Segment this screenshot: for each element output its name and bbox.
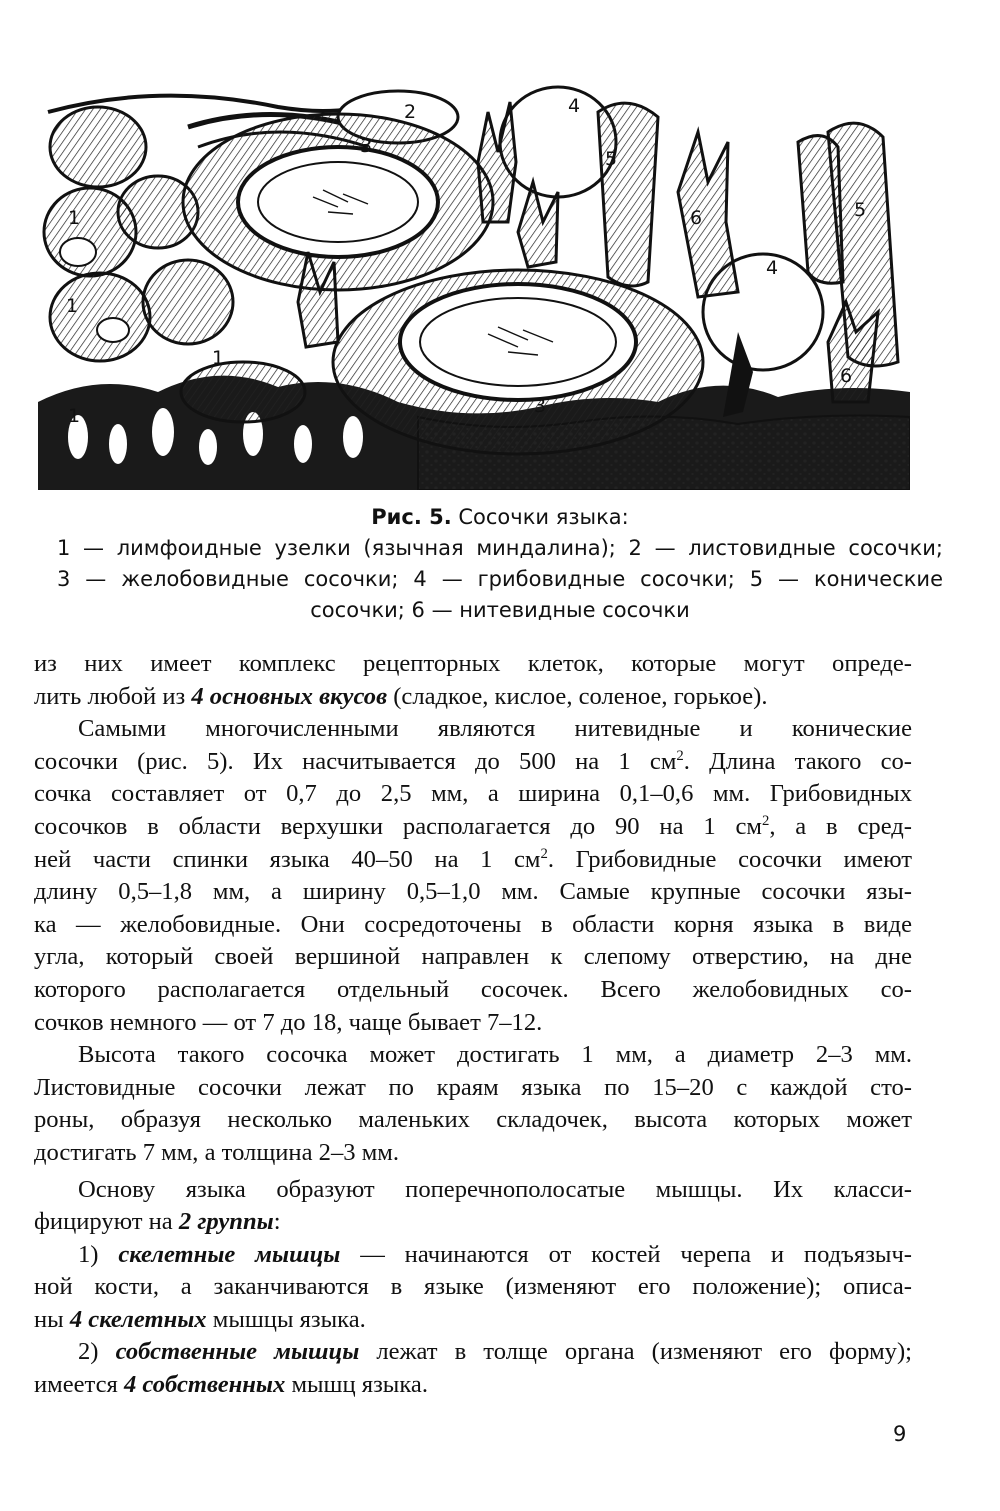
text-line: угла, который своей вершиной направлен к слепому отверстию, на дне	[34, 943, 912, 971]
emphasis: 4 собственных	[123, 1371, 286, 1399]
text-run: (сладкое, кислое, соленое, горькое).	[387, 682, 768, 710]
page-number: 9	[893, 1422, 907, 1446]
caption-line: 3 — желобовидные сосочки; 4 — грибовидные сосочки; 5 — конические	[57, 567, 943, 591]
text-line: ка — желобовидные. Они сосредоточены в области корня языка в виде	[34, 910, 912, 938]
text-line	[34, 1206, 912, 1239]
text-line	[34, 811, 912, 844]
text-run: мышц языка.	[285, 1371, 428, 1399]
emphasis: 2 группы	[178, 1208, 274, 1236]
text-line	[34, 1336, 912, 1369]
text-run: лежат в толще органа (изменяют его форму);	[359, 1338, 912, 1366]
label-5a: 5	[604, 148, 618, 170]
text-run: , а в сред-	[769, 812, 912, 840]
text-line: которого располагается отдельный сосочек. Всего желобовидных со-	[34, 975, 912, 1003]
text-line: Высота такого сосочка может достигать 1 мм, а диаметр 2–3 мм.	[78, 1041, 912, 1069]
caption-figure-number: Рис. 5.	[371, 505, 452, 529]
tongue-papillae-figure	[38, 72, 910, 490]
text-line: Листовидные сосочки лежат по краям языка по 15–20 с каждой сто-	[34, 1073, 912, 1101]
text-run: сосочков в области верхушки располагается до 90 на 1 см	[34, 812, 762, 840]
label-2: 2	[403, 101, 417, 123]
text-run: фицируют на	[34, 1208, 179, 1236]
text-run: сосочки (рис. 5). Их насчитывается до 500 на 1 см	[34, 747, 677, 775]
caption-figure-title: Сосочки языка:	[451, 505, 629, 529]
text-line: сочков немного — от 7 до 18, чаще бывает 7–12.	[34, 1008, 543, 1036]
text-line	[34, 1304, 912, 1337]
text-run: ней части спинки языка 40–50 на 1 см	[34, 845, 541, 873]
label-5b: 5	[853, 199, 867, 221]
superscript: 2	[761, 812, 770, 829]
text-line: достигать 7 мм, а толщина 2–3 мм.	[34, 1138, 399, 1166]
emphasis: 4 основных вкусов	[191, 682, 388, 710]
text-line: сочка составляет от 0,7 до 2,5 мм, а ширина 0,1–0,6 мм. Грибовидных	[34, 780, 912, 808]
label-6a: 6	[689, 207, 703, 229]
text-line	[34, 746, 912, 779]
text-run: 1)	[78, 1240, 119, 1268]
text-run: 2)	[78, 1338, 116, 1366]
text-line: Самыми многочисленными являются нитевидные и конические	[78, 715, 912, 743]
label-6b: 6	[839, 365, 853, 387]
superscript: 2	[540, 845, 548, 862]
text-run: лить любой из	[34, 682, 192, 710]
superscript: 2	[676, 747, 684, 764]
text-line	[34, 681, 912, 714]
text-run: ны	[34, 1305, 70, 1333]
label-1d: 1	[67, 405, 81, 427]
emphasis: 4 скелетных	[69, 1305, 207, 1333]
body-text	[34, 648, 912, 1402]
label-1c: 1	[211, 347, 225, 369]
emphasis: скелетные мышцы	[118, 1240, 341, 1268]
text-line: длину 0,5–1,8 мм, а ширину 0,5–1,0 мм. Самые крупные сосочки язы-	[34, 878, 912, 906]
text-line	[34, 1369, 912, 1402]
text-run: . Грибовидные сосочки имеют	[547, 845, 912, 873]
text-line	[34, 844, 912, 877]
label-3a: 3	[359, 135, 373, 157]
text-line: роны, образуя несколько маленьких складочек, высота которых может	[34, 1106, 912, 1134]
text-run: имеется	[34, 1371, 124, 1399]
papillae-illustration	[38, 72, 910, 490]
label-1a: 1	[67, 207, 81, 229]
label-4b: 4	[765, 257, 779, 279]
text-line	[34, 1239, 912, 1272]
caption-line: сосочки; 6 — нитевидные сосочки	[310, 598, 690, 622]
label-4a: 4	[567, 95, 581, 117]
text-run: мышцы языка.	[206, 1305, 366, 1333]
text-line: из них имеет комплекс рецепторных клеток, которые могут опреде-	[34, 650, 912, 677]
label-3b: 3	[533, 395, 547, 417]
caption-line: 1 — лимфоидные узелки (язычная миндалина); 2 — листовидные сосочки;	[57, 536, 943, 560]
text-run: :	[273, 1208, 281, 1236]
caption-title	[20, 502, 980, 533]
text-run: — начинаются от костей черепа и подъязыч-	[340, 1240, 912, 1268]
text-line: Основу языка образуют поперечнополосатые мышцы. Их класси-	[78, 1175, 912, 1203]
text-run: . Длина такого со-	[683, 747, 912, 775]
label-1b: 1	[65, 295, 79, 317]
figure-caption	[20, 502, 980, 626]
emphasis: собственные мышцы	[115, 1338, 360, 1366]
text-line: ной кости, а заканчиваются в языке (изменяют его положение); описа-	[34, 1273, 912, 1301]
